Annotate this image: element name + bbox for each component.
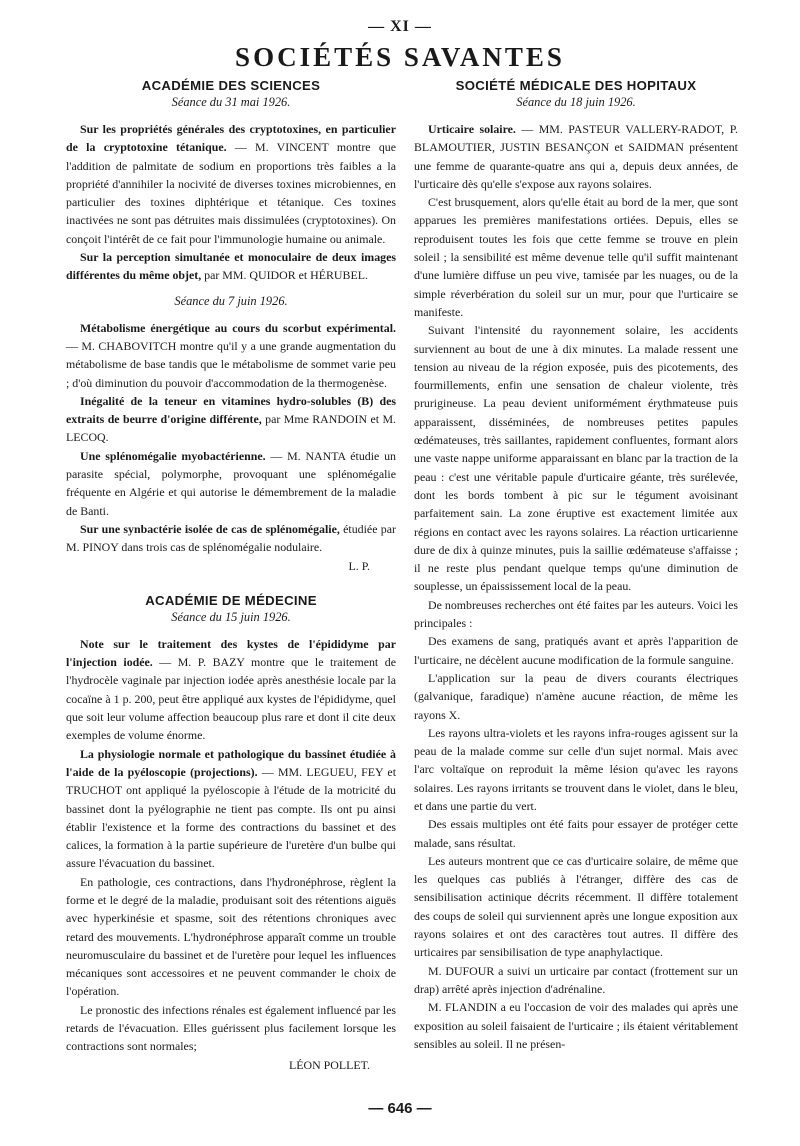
article-paragraph: De nombreuses recherches ont été faites par les auteurs. Voici les principales : <box>414 597 738 631</box>
right-column <box>414 78 738 1053</box>
article-paragraph: M. DUFOUR a suivi un urticaire par contact (frottement sur un drap) arrêté après injection d'adrénaline. <box>414 963 738 996</box>
seance-date: Séance du 15 juin 1926. <box>171 609 291 624</box>
article-body: — MM. LEGUEU, FEY et TRUCHOT ont appliqué la pyéloscopie à l'étude de la motricité du bassinet dont la pyélographie ne tient pas compte. Ils ont pu ainsi établir l'existence et la forme des contractions du bassinet et des calices, la formation à la partie supérieure de l'uretère d'un bulbe qui assure l'évacuation du bassinet. <box>66 764 396 871</box>
article-paragraph <box>66 120 396 248</box>
article-title: Sur les propriétés générales des cryptotoxines, en particulier de la cryptotoxine tétanique. <box>66 122 396 155</box>
seance-date: Séance du 7 juin 1926. <box>174 293 288 308</box>
article-title: Métabolisme énergétique au cours du scorbut expérimental. <box>80 320 396 335</box>
article-paragraph: C'est brusquement, alors qu'elle était au bord de la mer, que sont apparues les premières manifestations ortiées. Depuis, elles se reproduisent toutes les fois que cette femme se trouve en plein soleil ; la sensibilité est même devenue telle qu'il suffit maintenant d'une lumière diffuse un peu vive, tamisée par les nuages, ou de la simple réverbération du soleil sur un mur, pour que l'urticaire se manifeste. <box>414 195 738 319</box>
seance-date: Séance du 18 juin 1926. <box>516 95 636 109</box>
article-body: — M. CHABOVITCH montre qu'il y a une grande augmentation du métabolisme de base tandis que le métabolisme de sommet varie peu ; d'où diminution du pouvoir d'accommodation de la thermogenèse. <box>66 338 396 390</box>
article-paragraph: M. FLANDIN a eu l'occasion de voir des malades qui après une exposition au soleil faisaient de l'urticaire ; ils étaient véritablement sensibles au soleil. Il ne présen- <box>414 1000 738 1051</box>
author-signature: LÉON POLLET. <box>288 1057 370 1072</box>
article-paragraph <box>66 248 396 285</box>
article-paragraph <box>66 447 396 520</box>
article-paragraph <box>66 392 396 447</box>
article-paragraph: L'application sur la peau de divers courants électriques (galvanique, faradique) n'amène aucune réaction, de même les rayons X. <box>414 670 738 722</box>
article-paragraph: Suivant l'intensité du rayonnement solaire, les accidents surviennent au bout de une à dix minutes. La malade ressent une tension au niveau de la région exposée, puis des picotements, des fourmillements, enfin une sensation de chaleur violente, très prurigineuse. La peau devient uniformément érythmateuse puis apparaissent, disséminées, de nombreuses petites papules œdémateuses, très saillantes, rapidement confluentes, formant alors une vaste nappe uniforme apparaissant en blanc par la traction de la peau : c'est une véritable papule d'urticaire géante, très surélevée, dont les bords tombent à pic sur le tégument avoisinant parfaitement sain. La zone éruptive est exactement limitée aux régions en contact avec les rayons solaires. La réaction urticarienne dure de dix à quinze minutes, puis la saillie œdémateuse s'affaisse ; il ne reste plus pendant quelque temps qu'une diminution de souplesse, un épaississement local de la peau. <box>414 323 738 594</box>
article-paragraph: Des examens de sang, pratiqués avant et après l'apparition de l'urticaire, ne décèlent aucune modification de la formule sanguine. <box>414 634 738 667</box>
article-title: La physiologie normale et pathologique du bassinet étudiée à l'aide de la pyéloscopie (projections). <box>66 746 396 779</box>
article-paragraph <box>66 520 396 557</box>
article-title: Sur la perception simultanée et monoculaire de deux images différentes du même objet, <box>66 250 396 283</box>
article-title: Une splénomégalie myobactérienne. <box>80 448 266 463</box>
article-paragraph <box>66 745 396 873</box>
article-paragraph <box>66 635 396 745</box>
academie-sciences-heading: ACADÉMIE DES SCIENCES <box>141 78 321 93</box>
article-title: Inégalité de la teneur en vitamines hydro-solubles (B) des extraits de beurre d'origine différente, <box>66 393 396 427</box>
article-paragraph: Le pronostic des infections rénales est également influencé par les retards de l'évacuation. Elles guérissent plus facilement lorsque les contractions sont normales; <box>66 1002 396 1054</box>
article-body: par MM. QUIDOR et HÉRUBEL. <box>201 268 368 283</box>
article-body: — M. P. BAZY montre que le traitement de l'hydrocèle vaginale par injection iodée après anesthésie locale par la cocaïne à 1 p. 200, peut être appliqué aux kystes de l'épididyme, quel que soit leur volume affection beaucoup plus rare et dont il cite deux exemples de volume énorme. <box>66 655 396 743</box>
article-body: étudiée par M. PINOY dans trois cas de splénomégalie nodulaire. <box>66 521 396 555</box>
page-number: — 646 — <box>368 1100 432 1117</box>
seance-date: Séance du 31 mai 1926. <box>171 95 291 109</box>
article-body: par Mme RANDOIN et M. LECOQ. <box>66 412 396 445</box>
article-paragraph: En pathologie, ces contractions, dans l'hydronéphrose, règlent la forme et le degré de la maladie, produisant soit des rétentions aiguës avec hyperkinésie et spasme, soit des rétentions chroniques avec retard des mouvements. L'hydronéphrose apparaît comme un trouble neuromusculaire du bassinet et de l'uretère pour lequel les influences mécaniques sont accessoires et ne peuvent commander le choix de l'opération. <box>66 874 396 999</box>
article-paragraph: Les rayons ultra-violets et les rayons infra-rouges agissent sur la peau de la malade comme sur celle d'un sujet normal. Mais avec l'arc voltaïque on reproduit la même lésion qu'avec les rayons solaires. Les rayons irritants se trouvent dans le violet, dans le bleu, et dans une partie du vert. <box>414 725 738 813</box>
academie-medecine-heading: ACADÉMIE DE MÉDECINE <box>145 592 317 608</box>
article-title: Note sur le traitement des kystes de l'épididyme par l'injection iodée. <box>66 636 396 670</box>
page-title: SOCIÉTÉS SAVANTES <box>235 42 565 72</box>
left-column <box>66 78 396 1074</box>
article-title: Sur une synbactérie isolée de cas de splénomégalie, <box>80 521 340 536</box>
article-title: Urticaire solaire. <box>428 122 516 136</box>
article-paragraph: Des essais multiples ont été faits pour essayer de protéger cette malade, sans résultat. <box>414 817 738 850</box>
article-body: — MM. PASTEUR VALLERY-RADOT, P. BLAMOUTIER, JUSTIN BESANÇON et SAIDMAN présentent une femme de quarante-quatre ans qui a, depuis deux années, de l'urticaire dès qu'elle s'expose aux rayons solaires. <box>414 122 739 191</box>
article-paragraph <box>66 319 396 392</box>
article-body: — M. NANTA étudie un parasite spécial, polymorphe, provoquant une splénomégalie fréquente en Algérie et qui autorise le démembrement de la maladie de Banti. <box>66 448 396 518</box>
article-paragraph <box>414 120 738 193</box>
author-signature: L. P. <box>348 558 370 573</box>
roman-folio: — XI — <box>368 18 432 35</box>
societe-medicale-heading: SOCIÉTÉ MÉDICALE DES HOPITAUX <box>455 78 697 93</box>
article-body: — M. VINCENT montre que l'addition de palmitate de sodium en proportions très faibles a la propriété d'annihiler la nocivité de diverses toxines microbiennes, en particulier des toxines diphtérique et tétanique. Ces toxines inactivées ne sont pas détruites mais dissimulées (cryptotoxines). On conçoit l'intérêt de ce fait pour l'immunologie humaine ou animale. <box>66 140 396 246</box>
article-paragraph: Les auteurs montrent que ce cas d'urticaire solaire, de même que les quelques cas publiés à l'étranger, diffère des cas de sensibilisation actinique décrits récemment. Il diffère totalement des coups de soleil qui surviennent après une longue exposition aux rayons solaires et ont des caractères tout autres. Il diffère des urticaires par sensibilisation de type anaphylactique. <box>414 853 738 960</box>
